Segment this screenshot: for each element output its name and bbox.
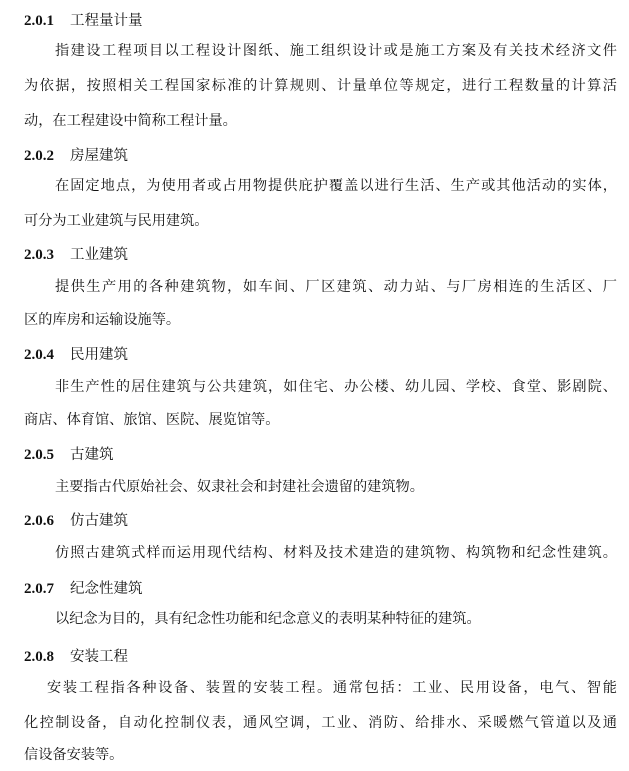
term-title: 工程量计量	[70, 13, 143, 29]
definition-line: 信设备安装等。	[24, 747, 124, 763]
term-heading	[24, 509, 128, 531]
term-title: 房屋建筑	[70, 148, 128, 164]
definition-line: 区的库房和运输设施等。	[24, 312, 181, 328]
definition-line: 主要指古代原始社会、奴隶社会和封建社会遗留的建筑物。	[55, 479, 424, 495]
term-number: 2.0.3	[24, 247, 54, 263]
definition-line: 安装工程指各种设备、装置的安装工程。通常包括：工业、民用设备，电气、智能	[47, 680, 617, 696]
term-number: 2.0.1	[24, 13, 54, 29]
definition-line: 仿照古建筑式样而运用现代结构、材料及技术建造的建筑物、构筑物和纪念性建筑。	[55, 545, 617, 561]
term-heading	[24, 443, 114, 465]
term-title: 民用建筑	[70, 347, 128, 363]
term-number: 2.0.4	[24, 347, 54, 363]
term-title: 工业建筑	[70, 247, 128, 263]
term-heading	[24, 645, 128, 667]
definition-line: 为依据，按照相关工程国家标准的计算规则、计量单位等规定，进行工程数量的计算活	[24, 78, 617, 94]
definition-line: 在固定地点，为使用者或占用物提供庇护覆盖以进行生活、生产或其他活动的实体，	[55, 178, 617, 194]
term-heading	[24, 243, 128, 265]
term-heading	[24, 144, 128, 166]
term-heading	[24, 9, 143, 31]
term-number: 2.0.8	[24, 649, 54, 665]
term-title: 安装工程	[70, 649, 128, 665]
definition-line: 动，在工程建设中简称工程计量。	[24, 113, 237, 129]
term-title: 仿古建筑	[70, 513, 128, 529]
definition-line: 化控制设备，自动化控制仪表，通风空调，工业、消防、给排水、采暖燃气管道以及通	[24, 715, 617, 731]
definition-line: 可分为工业建筑与民用建筑。	[24, 213, 209, 229]
definition-line: 指建设工程项目以工程设计图纸、施工组织设计或是施工方案及有关技术经济文件	[55, 43, 617, 59]
term-number: 2.0.6	[24, 513, 54, 529]
term-number: 2.0.5	[24, 447, 54, 463]
term-number: 2.0.7	[24, 581, 54, 597]
term-heading	[24, 577, 143, 599]
definition-line: 以纪念为目的，具有纪念性功能和纪念意义的表明某种特征的建筑。	[55, 611, 481, 627]
term-title: 古建筑	[70, 447, 114, 463]
term-title: 纪念性建筑	[70, 581, 143, 597]
definition-line: 提供生产用的各种建筑物，如车间、厂区建筑、动力站、与厂房相连的生活区、厂	[55, 279, 617, 295]
definition-line: 商店、体育馆、旅馆、医院、展览馆等。	[24, 412, 280, 428]
definition-line: 非生产性的居住建筑与公共建筑，如住宅、办公楼、幼儿园、学校、食堂、影剧院、	[55, 379, 617, 395]
term-number: 2.0.2	[24, 148, 54, 164]
term-heading	[24, 343, 128, 365]
